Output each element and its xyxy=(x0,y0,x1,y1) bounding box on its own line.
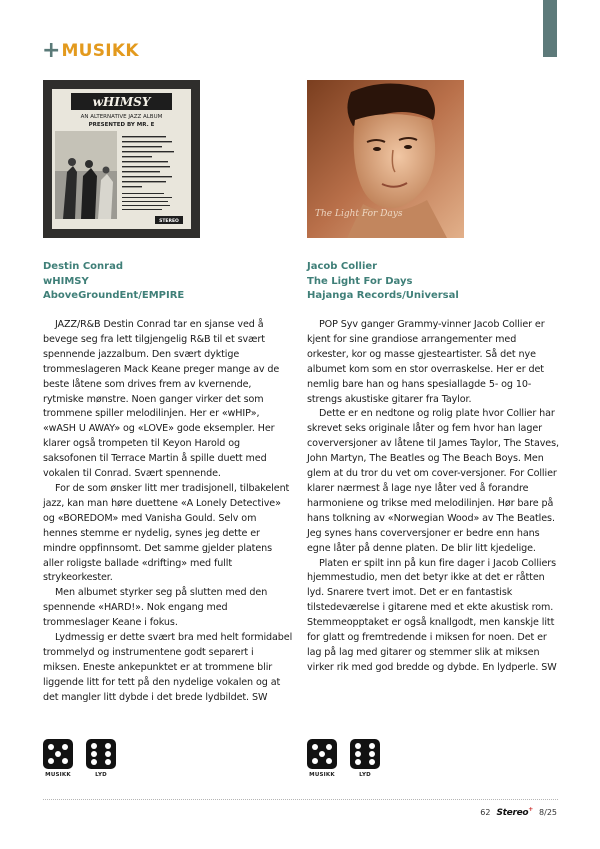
rating-music xyxy=(43,739,73,778)
cover-line2: PRESENTED BY MR. E xyxy=(88,122,155,128)
rating-dice-b xyxy=(307,739,380,778)
album-cover-light-for-days xyxy=(307,80,464,238)
rating-sound xyxy=(350,739,380,778)
rating-music xyxy=(307,739,337,778)
record-label: AboveGroundEnt/EMPIRE xyxy=(43,290,185,301)
brand-name: Stereo xyxy=(496,808,529,818)
cover-line1: AN ALTERNATIVE JAZZ ALBUM xyxy=(80,114,163,120)
rating-sound xyxy=(86,739,116,778)
section-label: MUSIKK xyxy=(61,41,139,61)
corner-tab xyxy=(543,0,557,57)
magazine-logo xyxy=(496,806,533,818)
die-pip xyxy=(355,751,361,757)
die-pip xyxy=(355,759,361,765)
paragraph: Men albumet styrker seg på slutten med den spennende «HARD!». Nok engang med trommeslager Keane i fokus. xyxy=(43,587,268,629)
paragraph: POP Syv ganger Grammy-vinner Jacob Collier er kjent for sine grandiose arrangementer med orkester, kor og masse gjesteartister. Så det nye albumet kom som en stor overraskelse. Her er det nemlig bare han og hans spesiallagde 5- og 10-strengs akustiske gitarer fra Taylor. xyxy=(307,319,545,405)
cover-logo-text: wHIMSY xyxy=(92,95,151,109)
die-pip xyxy=(55,751,61,757)
die-pip xyxy=(91,759,97,765)
rating-caption: MUSIKK xyxy=(309,772,335,778)
die-icon xyxy=(307,739,337,769)
die-icon xyxy=(43,739,73,769)
die-pip xyxy=(48,744,54,750)
die-pip xyxy=(312,758,318,764)
footer-divider xyxy=(43,799,558,800)
die-pip xyxy=(105,751,111,757)
issue-number: 8/25 xyxy=(539,807,557,817)
paragraph: Platen er spilt inn på kun fire dager i Jacob Colliers hjemmestudio, men det betyr ikke at det er råtten lyd. Snarere tvert imot. Det er en fantastisk tilstedeværelse i gitarene med et ekte akustisk rom. Stemmeopptaket er også knallgodt, men kanskje litt for glatt og fremtredende i miksen for noen. Det er lag på lag med gitarer og stemmer slik at miksen virker rik med god bredde og dybde. En lydperle. SW xyxy=(307,557,557,673)
album-info-a xyxy=(43,260,184,304)
die-pip xyxy=(326,758,332,764)
die-pip xyxy=(91,751,97,757)
die-pip xyxy=(369,759,375,765)
die-pip xyxy=(369,751,375,757)
plus-icon: + xyxy=(42,38,61,63)
brand-mark: + xyxy=(528,806,534,813)
album-title: wHIMSY xyxy=(43,275,89,287)
paragraph: For de som ønsker litt mer tradisjonell, tilbakelent jazz, kan man høre duettene «A Lonely Detective» og «BOREDOM» med Vanisha Gould. Selv om hennes stemme er nydelig, synes jeg dette er mindre oppfinnsomt. Det samme gjelder platens aller roligste ballade «drifting» med fullt strykeorkester. xyxy=(43,482,290,584)
die-icon xyxy=(350,739,380,769)
artist-name: Destin Conrad xyxy=(43,261,124,272)
album-info-b xyxy=(307,260,459,304)
die-pip xyxy=(369,743,375,749)
cover-badge: STEREO xyxy=(159,219,179,224)
section-header xyxy=(42,38,139,63)
die-pip xyxy=(326,744,332,750)
review-text-b xyxy=(307,318,559,676)
rating-caption: LYD xyxy=(95,772,107,778)
paragraph: Lydmessig er dette svært bra med helt formidabel trommelyd og instrumentene godt separert i miksen. Eneste ankepunktet er at trommene blir liggende litt for tett på den nydelige vokalen og at det mangler litt dybde i det brede lydbildet. SW xyxy=(43,632,293,703)
die-pip xyxy=(91,743,97,749)
die-pip xyxy=(62,758,68,764)
rating-caption: MUSIKK xyxy=(45,772,71,778)
artist-name: Jacob Collier xyxy=(307,261,378,272)
die-pip xyxy=(312,744,318,750)
album-cover-whimsy xyxy=(43,80,200,238)
page-footer xyxy=(480,806,557,818)
cover-script-text: The Light For Days xyxy=(315,209,403,219)
die-pip xyxy=(105,759,111,765)
rating-caption: LYD xyxy=(359,772,371,778)
die-pip xyxy=(62,744,68,750)
review-text-a xyxy=(43,318,293,706)
album-title: The Light For Days xyxy=(307,275,413,287)
die-pip xyxy=(48,758,54,764)
record-label: Hajanga Records/Universal xyxy=(307,290,459,301)
die-icon xyxy=(86,739,116,769)
paragraph: JAZZ/R&B Destin Conrad tar en sjanse ved å bevege seg fra lett tilgjengelig R&B til et svært spennende jazzalbum. Den svært dyktige trommeslageren Mack Keane preger mange av de beste låtene som drives frem av kvernende, rytmiske mønstre. Noen ganger virker det som trommene spiller melodilinjen. Her er «wHIP», «wASH U AWAY» og «LOVE» gode eksempler. Her klarer også trompeten til Keyon Harold og saksofonen til Terrace Martin å spille duett med vokalen til Conrad. Svært spennende. xyxy=(43,319,280,480)
paragraph: Dette er en nedtone og rolig plate hvor Collier har skrevet seks originale låter og fem hvor han lager coverversjoner av låtene til James Taylor, The Staves, John Martyn, The Beatles og The Beach Boys. Men glem at du tror du vet om cover-versjoner. For Collier klarer nærmest å lage nye låter ved å forandre harmoniene og trikse med melodilinjen. Hør bare på hans tolkning av «Norwegian Wood» av The Beatles. Jeg synes hans coverversjoner er bedre enn hans egne låter på denne platen. De blir litt kjedelige. xyxy=(307,408,559,554)
die-pip xyxy=(319,751,325,757)
page-number: 62 xyxy=(480,807,491,817)
die-pip xyxy=(355,743,361,749)
rating-dice-a xyxy=(43,739,116,778)
die-pip xyxy=(105,743,111,749)
